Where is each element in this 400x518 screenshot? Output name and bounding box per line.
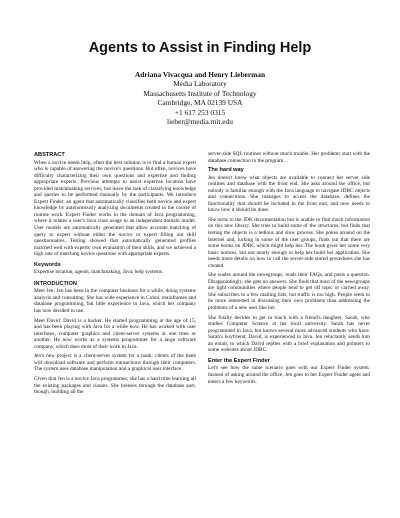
keywords-text: Expertise location, agents, matchmaking, Java, help systems. [34, 269, 164, 276]
address: Cambridge, MA 02139 USA [157, 98, 243, 108]
continued-paragraph: server-side SQL routines without much trouble. Her problems start with the database connection to the program… [208, 151, 370, 164]
intro-paragraph: Given that Jen is a novice Java programmer, she has a hard time learning all the existing packages and classes. She breezes through the database part, though, building all the [34, 375, 196, 396]
email: lieber@media.mit.edu [167, 117, 233, 127]
introduction-heading: INTRODUCTION [34, 280, 77, 287]
institution: Massachusetts Institute of Technology [143, 88, 257, 98]
paper-title: Agents to Assist in Finding Help [88, 40, 312, 56]
right-column [208, 151, 370, 388]
abstract-text: When a novice needs help, often the best solution is to find a human expert who is capable of answering the novice's questions. But often, novices have difficulty characterizing their own questions and expertise and finding appropriate experts. Previous attempts to assist expertise location have provided matchmaking services, but leave the task of classifying knowledge and queries to be performed manually by the participants. We introduce Expert Finder, an agent that automatically classifies both novice and expert knowledge by autonomously analyzing documents created in the course of routine work. Expert Finder works in the domain of Java programming, where it relates a user's Java class usage to an independent domain model. User models are automatically generated that allow accurate matching of query to expert without either the novice or expert filling out skill questionnaires. Testing showed that automatically generated profiles matched well with experts' own evaluation of their skills, and we achieved a high rate of matching novice questions with appropriate experts. [34, 159, 196, 258]
left-column [34, 152, 196, 399]
expert-finder-paragraph: Let's see how the same scenario goes with our Expert Finder system. Instead of asking around the office, Jen goes to her Expert Finder agent and enters a few keywords. [208, 365, 370, 385]
intro-paragraph: Meet David: David is a hacker. He started programming at the age of 15, and has been playing with Java for a while now. He has worked with user interfaces, computer graphics and client-server systems at one time or another. He now works as a systems programmer for a large software company, which does most of their work in Java. [34, 317, 196, 350]
affiliation: Media Laboratory [173, 79, 227, 89]
hard-way-paragraph: She turns to the JDK documentation but is unable to find much information on this new library. She tries to build some of the structures, but finds that testing the objects is a tedious and slow process. She pokes around on the Internet and, lurking in some of the user groups, finds out that there are some books on JDBC which might help her. The book gives her some very basic notions, but not nearly enough to help her build her application. She needs more details on how to call the server-side stored procedures she has created. [208, 216, 370, 269]
hard-way-paragraph: Jen doesn't know what objects are available to connect her server side routines and database with the front end. She asks around the office, but nobody is familiar enough with the Java language to navigate JDBC objects and connections. She manages to access the database, defines the functionality that should be included in the front end, and now needs to know how it should be done. [208, 174, 370, 214]
hard-way-paragraph: She finally decides to get in touch with a friend's daughter, Sarah, who studies Computer Science at the local university. Sarah has never programmed in Java, but knows several more advanced students who have. Sarah's boyfriend, David, is experienced in Java. Jen reluctantly sends him an email, to which David replies with a brief explanation and pointers to some websites about JDBC. [208, 314, 370, 354]
hard-way-heading: The hard way [208, 167, 244, 174]
author-names: Adriana Vivacqua and Henry Lieberman [134, 70, 266, 79]
author-block [0, 70, 400, 126]
intro-paragraph: Meet Jen: Jen has been in the computer business for a while, doing systems analysis and consulting. She has wide experience in Cobol, mainframes and database programming, but little experience in Java, which her company has now decided to use. [34, 288, 196, 315]
hard-way-paragraph: She wades around the newsgroups, reads their FAQs, and posts a question. Disappointingly, she gets no answers. She finds that most of the newsgroups are tight communities where people tend to get off topic or carried away. She subscribes to a few mailing lists, but traffic is too high. People seem to be more interested in discussing their own problems than addressing the problems of a new user like her. [208, 272, 370, 312]
abstract-heading: ABSTRACT [34, 152, 65, 158]
keywords-heading: Keywords [34, 261, 61, 268]
phone: +1 617 253 0315 [174, 107, 226, 117]
expert-finder-heading: Enter the Expert Finder [208, 357, 270, 364]
intro-paragraph: Jen's new project is a client-server system for a bank: clients of the bank will download software and perform transactions through their computers. The system uses database manipulation and a graphical user interface. [34, 353, 196, 373]
